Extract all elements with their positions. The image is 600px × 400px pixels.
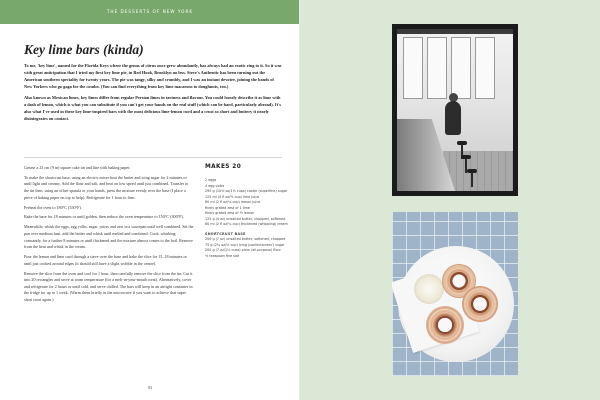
page-number: 93 xyxy=(147,385,153,390)
ingredient-item: 60 ml (2 fl oz/¼ cup) thickened (whipping) cream xyxy=(205,222,288,226)
ingredient-list xyxy=(205,178,291,263)
seated-customer xyxy=(445,101,461,135)
method-step: Meanwhile, whisk the eggs, egg yolks, sugar, juices and zest in a saucepan until well combined. Set the pan over medium heat, add the butter and whisk until melted and combined. Cook, whisking constantly, for a further 8 minutes or until thickened and the mixture almost comes to the boil. Remove from the heat and whisk in the cream. xyxy=(24,224,194,250)
method-step: Preheat the oven to 180°C (350°F). xyxy=(24,204,82,210)
yield-heading: MAKES 20 xyxy=(205,164,242,170)
recipe-method xyxy=(24,165,194,307)
ingredient-group-base xyxy=(205,237,291,259)
method-step: Bake the base for 18 minutes or until golden, then reduce the oven temperature to 150°C (300°F). xyxy=(24,214,184,220)
section-divider xyxy=(24,157,282,158)
doughnuts-photo xyxy=(392,212,518,376)
cafe-window xyxy=(427,37,447,99)
ingredient-item: 75 g (2¾ oz/⅔ cup) icing (confectioners') sugar xyxy=(205,242,285,247)
cream-ramekin xyxy=(414,274,444,304)
cafe-interior-photo xyxy=(392,24,518,196)
running-head-band xyxy=(0,0,300,24)
shortcrust-heading: SHORTCRUST BASE xyxy=(205,231,246,236)
cafe-scene xyxy=(397,29,513,191)
doughnut xyxy=(426,306,464,344)
recipe-intro xyxy=(24,62,282,126)
ingredient-item: 125 g (4 oz) unsalted butter, chopped, softened xyxy=(205,216,286,221)
method-step: Remove the slice from the oven and cool for 1 hour, then carefully remove the slice from the tin. Cut it into 20 rectangles and serve at room temperature (for a melt-in-your-mouth treat). Alternatively, cover and refrigerate for 2 hours or until cold, and serve chilled. The bars will keep in an airtight container in the fridge for up to 1 week. (Warm them briefly in the microwave if you want to achieve that super short crust again.) xyxy=(24,270,193,302)
recipe-title: Key lime bars (kinda) xyxy=(24,42,144,57)
cafe-window xyxy=(475,37,495,99)
ingredient-item: finely grated zest of 1 lime xyxy=(205,205,250,210)
bar-stool-leg xyxy=(471,173,473,187)
method-step: To make the shortcrust base, using an electric mixer beat the butter and icing sugar for 2 minutes or until light and creamy. Add the flour and salt, and beat on low speed until just combined. Transfer to the tin then, using an offset spatula or your hands, press the mixture evenly over the base (I place a piece of baking paper on top to help). Refrigerate for 1 hour to firm. xyxy=(24,174,189,200)
ingredient-item: ½ teaspoon fine salt xyxy=(205,253,240,258)
cafe-window xyxy=(403,37,423,99)
ingredient-item: 60 ml (2 fl oz/¼ cup) lemon juice xyxy=(205,200,261,204)
intro-paragraph: To me, 'key lime', named for the Florida Keys where the genus of citrus once grew abundantly, has always had an exotic ring to it. So it was with great anticipation that I tried my first key lime pie, in Red Hook, Brooklyn no less. Steve's Authentic has been turning out the American southern speciality for twenty years. The pie was tangy, silky and crumbly, and I was an instant devotee, joining the bands of New Yorkers who go gaga for the combo. (You can find everything from key lime macarons to doughnuts, too.) xyxy=(24,63,282,89)
ingredient-item: 2 eggs xyxy=(205,178,217,182)
doughnut xyxy=(462,286,498,322)
cafe-window xyxy=(451,37,471,99)
ingredient-item: 4 egg yolks xyxy=(205,183,225,188)
ingredient-item: finely grated zest of ½ lemon xyxy=(205,211,255,215)
method-step: Grease a 23 cm (9 in) square cake tin and line with baking paper. xyxy=(24,165,131,170)
ingredient-item: 295 g (10½ oz/1⅓ cups) caster (superfine) sugar xyxy=(205,189,288,193)
intro-paragraph: Also known as Mexican limes, key limes differ from regular Persian limes in tartness and flavour. You could loosely describe it as lime with a dash of lemon, which is what you can substitute if you can't get your hands on the real stuff (which can be hard, particularly abroad). It's also what I've used in these key lime-inspired bars with the most delicious lime-lemon curd and a crust so short and buttery it nearly disintegrates on contact. xyxy=(24,95,281,121)
window-frame xyxy=(397,29,513,34)
ingredient-item: 200 g (7 oz/1⅓ cups) plain (all-purpose) flour xyxy=(205,248,281,252)
cafe-floor xyxy=(443,151,513,191)
running-head-text: THE DESSERTS OF NEW YORK xyxy=(106,9,194,14)
ingredient-group-filling xyxy=(205,178,291,228)
ingredient-item: 125 ml (4 fl oz/½ cup) lime juice xyxy=(205,194,260,199)
ingredient-item: 200 g (7 oz) unsalted butter, softened, chopped xyxy=(205,237,286,241)
method-step: Pour the lemon and lime curd through a sieve over the base and bake the slice for 15–18 minutes or until just cooked around edges (it should still have a slight wobble in the centre). xyxy=(24,254,187,266)
